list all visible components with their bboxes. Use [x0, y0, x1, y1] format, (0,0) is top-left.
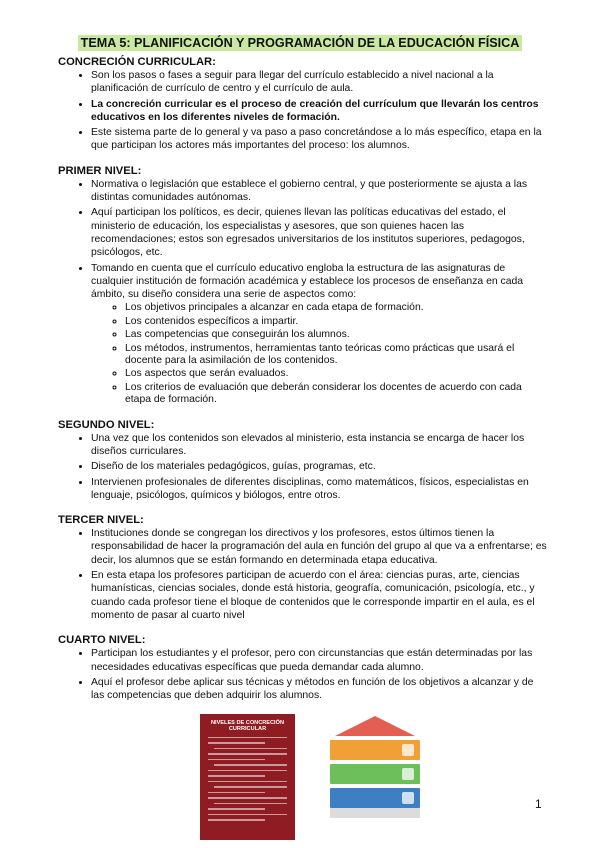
poster-text-line	[214, 764, 287, 766]
poster-text-line	[208, 808, 265, 810]
section-heading-concrecion: CONCRECIÓN CURRICULAR:	[58, 56, 216, 68]
poster-text-line	[214, 786, 287, 788]
poster-text-line	[208, 770, 287, 772]
poster-text-line	[208, 737, 287, 739]
primer-nivel-list	[58, 178, 548, 407]
level-icon	[402, 744, 414, 756]
list-item: • Normativa o legislación que establece el gobierno central, y que posteriormente se ajusta a las distintas comunidades autónomas.	[91, 178, 548, 205]
poster-text-line	[214, 748, 287, 750]
list-item: • Aquí el profesor debe aplicar sus técnicas y métodos en función de los objetivos a alcanzar y de las competencias que deben adquirir los alumnos.	[91, 676, 548, 703]
title-wrap	[0, 34, 600, 52]
sublist-item: ◦ Los contenidos específicos a impartir.	[125, 316, 548, 328]
pyramid-roof	[335, 716, 415, 736]
poster-text-line	[208, 742, 265, 744]
sublist-item: ◦ Los métodos, instrumentos, herramientas tanto teóricas como prácticas que usará el docente para la asimilación de los contenidos.	[125, 343, 548, 368]
pyramid-band-level-2	[330, 740, 420, 760]
curricular-pyramid-image	[330, 712, 420, 842]
poster-text-line	[208, 797, 287, 799]
document-body	[58, 56, 548, 704]
poster-text-line	[208, 814, 287, 816]
list-item: • Participan los estudiantes y el profesor, pero con circunstancias que están determinadas por las necesidades educativas específicas que pueda demandar cada alumno.	[91, 647, 548, 674]
list-item-with-sublist	[91, 262, 548, 407]
list-item: • Aquí participan los políticos, es decir, quienes llevan las políticas educativas del estado, el ministerio de educación, los especialistas y asesores, que son quienes hacen las recomendaciones; estos son egresados universitarios de los institutos superiores, pedagogos, psicólogos, etc.	[91, 206, 548, 259]
page-number: 1	[535, 797, 542, 811]
figures	[200, 712, 420, 842]
list-item-bold: • La concreción curricular es el proceso de creación del currículum que llevarán los centros educativos en los diferentes niveles de formación.	[91, 98, 548, 125]
poster-text-line	[208, 781, 287, 783]
list-item: • Son los pasos o fases a seguir para llegar del currículo establecido a nivel nacional a la planificación de currículo de centro y el currículo de aula.	[91, 69, 548, 96]
list-item: • Intervienen profesionales de diferentes disciplinas, como matemáticos, físicos, especialistas en lenguaje, psicólogos, químicos y biólogos, entre otros.	[91, 476, 548, 503]
poster-text-line	[208, 792, 265, 794]
poster-title: NIVELES DE CONCRECIÓN CURRICULAR	[210, 720, 285, 733]
sublist-item: ◦ Las competencias que conseguirán los alumnos.	[125, 329, 548, 341]
tercer-nivel-list	[58, 527, 548, 622]
sublist-item: ◦ Los criterios de evaluación que deberán considerar los docentes de acuerdo con cada etapa de formación.	[125, 382, 548, 407]
pyramid-base	[330, 808, 420, 818]
section-heading-segundo-nivel: SEGUNDO NIVEL:	[58, 418, 155, 431]
poster-text-line	[208, 759, 265, 761]
level-icon	[402, 768, 414, 780]
poster-text-line	[208, 819, 265, 821]
list-item: • Este sistema parte de lo general y va paso a paso concretándose a lo más específico, etapa en la que participan los actores más importantes del proceso: los alumnos.	[91, 126, 548, 153]
sublist-item: ◦ Los aspectos que serán evaluados.	[125, 368, 548, 380]
list-item: • Una vez que los contenidos son elevados al ministerio, esta instancia se encarga de hacer los diseños curriculares.	[91, 432, 548, 459]
section-heading-tercer-nivel: TERCER NIVEL:	[58, 514, 144, 527]
curricular-levels-poster-image	[200, 714, 295, 840]
document-title: TEMA 5: PLANIFICACIÓN Y PROGRAMACIÓN DE LA EDUCACIÓN FÍSICA	[78, 35, 523, 51]
list-item: • Instituciones donde se congregan los directivos y los profesores, estos últimos tienen la responsabilidad de hacer la programación del aula en función del grupo al que va a enfrentarse; es decir, los alumnos que se están formando en determinada etapa educativa.	[91, 527, 548, 567]
sublist-item: ◦ Los objetivos principales a alcanzar en cada etapa de formación.	[125, 302, 548, 314]
list-item: • En esta etapa los profesores participan de acuerdo con el área: ciencias puras, arte, ciencias humanísticas, ciencias sociales, donde está historia, geografía, comunicación, psicología, etc., y cuando cada profesor tiene el bloque de contenidos que le corresponde impartir en el aula, es el momento de pasar al cuarto nivel	[91, 569, 548, 622]
list-item: • Diseño de los materiales pedagógicos, guías, programas, etc.	[91, 460, 548, 473]
poster-text-line	[208, 775, 265, 777]
list-item-text: Tomando en cuenta que el currículo educativo engloba la estructura de las asignaturas de cualquier institución de formación académica y establece los procesos de enseñanza en cada ámbito, su diseño considera una serie de aspectos como:	[91, 262, 524, 301]
poster-text-line	[208, 753, 287, 755]
aspects-sublist	[91, 302, 548, 406]
pyramid-band-level-4	[330, 788, 420, 808]
section-heading-cuarto-nivel: CUARTO NIVEL:	[58, 634, 146, 647]
concrecion-list	[58, 69, 548, 153]
pyramid-band-level-3	[330, 764, 420, 784]
cuarto-nivel-list	[58, 647, 548, 702]
segundo-nivel-list	[58, 432, 548, 502]
level-icon	[402, 792, 414, 804]
poster-text-line	[214, 803, 287, 805]
section-heading-primer-nivel: PRIMER NIVEL:	[58, 164, 142, 177]
